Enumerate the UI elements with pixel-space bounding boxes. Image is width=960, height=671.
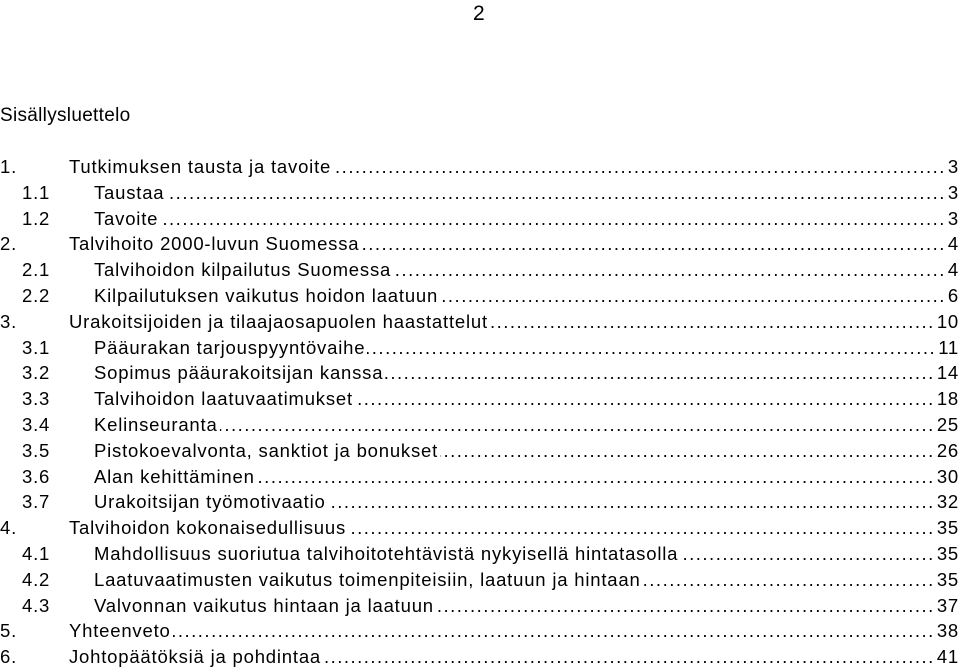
toc-title: Sisällysluettelo xyxy=(0,105,131,126)
toc-entry-number: 3.7 xyxy=(22,491,51,513)
toc-entry[interactable] xyxy=(0,180,960,206)
toc-entry[interactable] xyxy=(0,541,960,567)
toc-dot-leader xyxy=(220,414,935,436)
toc-entry-title: Johtopäätöksiä ja pohdintaa xyxy=(69,646,322,668)
toc-entry-line xyxy=(94,414,960,436)
toc-dot-leader xyxy=(680,543,935,565)
toc-entry-line xyxy=(94,440,960,462)
toc-entry-line xyxy=(94,285,960,307)
toc-dot-leader xyxy=(361,233,946,255)
toc-entry[interactable] xyxy=(0,515,960,541)
toc-entry[interactable] xyxy=(0,206,960,232)
toc-entry[interactable] xyxy=(0,412,960,438)
toc-entry-page: 11 xyxy=(938,336,959,358)
toc-entry-number: 6. xyxy=(0,646,18,668)
toc-entry[interactable] xyxy=(0,309,960,335)
toc-entry-line xyxy=(94,259,960,281)
toc-entry-title: Kelinseuranta xyxy=(94,413,218,435)
toc-entry-title: Urakoitsijoiden ja tilaajaosapuolen haastattelut xyxy=(69,310,488,332)
toc-entry[interactable] xyxy=(0,360,960,386)
toc-entry[interactable] xyxy=(0,283,960,309)
toc-entry-page: 4 xyxy=(947,233,959,255)
toc-entry-number: 3.2 xyxy=(22,362,51,384)
toc-entry-line xyxy=(69,646,960,668)
toc-entry-page: 3 xyxy=(947,156,959,177)
toc-entry-number: 3.5 xyxy=(22,439,51,461)
toc-entry-line xyxy=(94,208,960,230)
toc-dot-leader xyxy=(173,620,935,642)
toc-entry-page: 26 xyxy=(936,439,959,461)
toc-entry-number: 1. xyxy=(0,156,18,177)
toc-dot-leader xyxy=(393,259,946,281)
toc-entry-line xyxy=(94,466,960,488)
toc-entry-number: 3. xyxy=(0,310,18,332)
toc-dot-leader xyxy=(490,311,935,333)
toc-entry[interactable] xyxy=(0,231,960,257)
toc-entry-line xyxy=(94,388,960,410)
toc-entry-page: 14 xyxy=(936,362,959,384)
toc-entry-title: Pistokoevalvonta, sanktiot ja bonukset xyxy=(94,439,439,461)
toc-entry-page: 32 xyxy=(936,491,959,513)
toc-entry-page: 35 xyxy=(936,517,959,539)
toc-entry-number: 4. xyxy=(0,517,18,539)
toc-entry-title: Kilpailutuksen vaikutus hoidon laatuun xyxy=(94,284,439,306)
toc-entry-title: Yhteenveto xyxy=(69,620,171,642)
toc-entry[interactable] xyxy=(0,618,960,644)
toc-dot-leader xyxy=(166,182,946,204)
toc-entry-number: 3.1 xyxy=(22,336,51,358)
toc-entry[interactable] xyxy=(0,593,960,619)
toc-entry-number: 4.2 xyxy=(22,568,51,590)
toc-dot-leader xyxy=(257,466,935,488)
toc-entry-title: Pääurakan tarjouspyyntövaihe xyxy=(94,336,366,358)
toc-dot-leader xyxy=(160,208,946,230)
toc-entry-number: 3.4 xyxy=(22,413,51,435)
toc-entry-page: 10 xyxy=(936,310,959,332)
toc-entry-number: 1.1 xyxy=(22,181,51,203)
toc-entry-number: 2.2 xyxy=(22,284,51,306)
toc-entry[interactable] xyxy=(0,335,960,361)
toc-entry-number: 2. xyxy=(0,233,18,255)
toc-entry-number: 2.1 xyxy=(22,259,51,281)
toc-dot-leader xyxy=(643,569,935,591)
toc-entry-page: 3 xyxy=(947,207,959,229)
toc-entry-page: 35 xyxy=(936,568,959,590)
toc-entry-page: 30 xyxy=(936,465,959,487)
toc-entry-line xyxy=(69,311,960,333)
toc-entry-page: 18 xyxy=(936,388,959,410)
toc-entry-title: Talvihoito 2000-luvun Suomessa xyxy=(69,233,360,255)
toc-dot-leader xyxy=(436,595,935,617)
toc-entry-line xyxy=(69,517,960,539)
toc-entry-number: 3.3 xyxy=(22,388,51,410)
toc-dot-leader xyxy=(367,337,936,359)
toc-entry-title: Tavoite xyxy=(94,207,159,229)
toc-entry[interactable] xyxy=(0,438,960,464)
toc-entry-title: Taustaa xyxy=(94,181,165,203)
toc-dot-leader xyxy=(440,285,946,307)
toc-dot-leader xyxy=(355,388,935,410)
toc-entry-title: Valvonnan vaikutus hintaan ja laatuun xyxy=(94,594,434,616)
toc-entry-line xyxy=(94,543,960,565)
toc-entry[interactable] xyxy=(0,489,960,515)
toc-entry-title: Laatuvaatimusten vaikutus toimenpiteisiin, laatuun ja hintaan xyxy=(94,568,641,590)
toc-dot-leader xyxy=(385,362,934,384)
toc-entry-title: Mahdollisuus suoriutua talvihoitotehtävistä nykyisellä hintatasolla xyxy=(94,542,679,564)
toc-entry-page: 25 xyxy=(936,413,959,435)
toc-entry-title: Alan kehittäminen xyxy=(94,465,255,487)
toc-dot-leader xyxy=(328,491,935,513)
page-number: 2 xyxy=(473,2,485,25)
table-of-contents xyxy=(0,154,960,670)
toc-entry-line xyxy=(94,362,960,384)
toc-entry-title: Urakoitsijan työmotivaatio xyxy=(94,491,326,513)
toc-entry-number: 3.6 xyxy=(22,465,51,487)
toc-entry-title: Talvihoidon kokonaisedullisuus xyxy=(69,517,346,539)
toc-entry[interactable] xyxy=(0,154,960,180)
toc-entry-page: 41 xyxy=(936,646,959,668)
toc-entry-line xyxy=(94,491,960,513)
toc-entry-line xyxy=(94,595,960,617)
toc-entry-page: 35 xyxy=(936,542,959,564)
toc-entry-number: 4.3 xyxy=(22,594,51,616)
toc-dot-leader xyxy=(440,440,935,462)
toc-entry[interactable] xyxy=(0,464,960,490)
toc-entry-page: 3 xyxy=(947,181,959,203)
toc-entry-number: 5. xyxy=(0,620,18,642)
toc-entry-page: 6 xyxy=(947,284,959,306)
toc-entry[interactable] xyxy=(0,644,960,670)
toc-entry-title: Talvihoidon laatuvaatimukset xyxy=(94,388,353,410)
toc-dot-leader xyxy=(348,517,935,539)
toc-entry-page: 4 xyxy=(947,259,959,281)
toc-entry[interactable] xyxy=(0,567,960,593)
toc-dot-leader xyxy=(323,646,935,668)
toc-entry-number: 1.2 xyxy=(22,207,51,229)
toc-entry-title: Sopimus pääurakoitsijan kanssa xyxy=(94,362,384,384)
toc-entry-line xyxy=(69,233,960,255)
toc-entry-title: Talvihoidon kilpailutus Suomessa xyxy=(94,259,392,281)
toc-entry-page: 37 xyxy=(936,594,959,616)
toc-entry-number: 4.1 xyxy=(22,542,51,564)
toc-entry[interactable] xyxy=(0,257,960,283)
toc-entry-page: 38 xyxy=(936,620,959,642)
toc-entry-line xyxy=(94,337,960,359)
toc-entry-line xyxy=(94,182,960,204)
toc-entry-title: Tutkimuksen tausta ja tavoite xyxy=(69,156,332,177)
toc-entry-line xyxy=(69,156,960,178)
toc-entry[interactable] xyxy=(0,386,960,412)
toc-dot-leader xyxy=(333,156,946,178)
toc-entry-line xyxy=(69,620,960,642)
toc-entry-line xyxy=(94,569,960,591)
